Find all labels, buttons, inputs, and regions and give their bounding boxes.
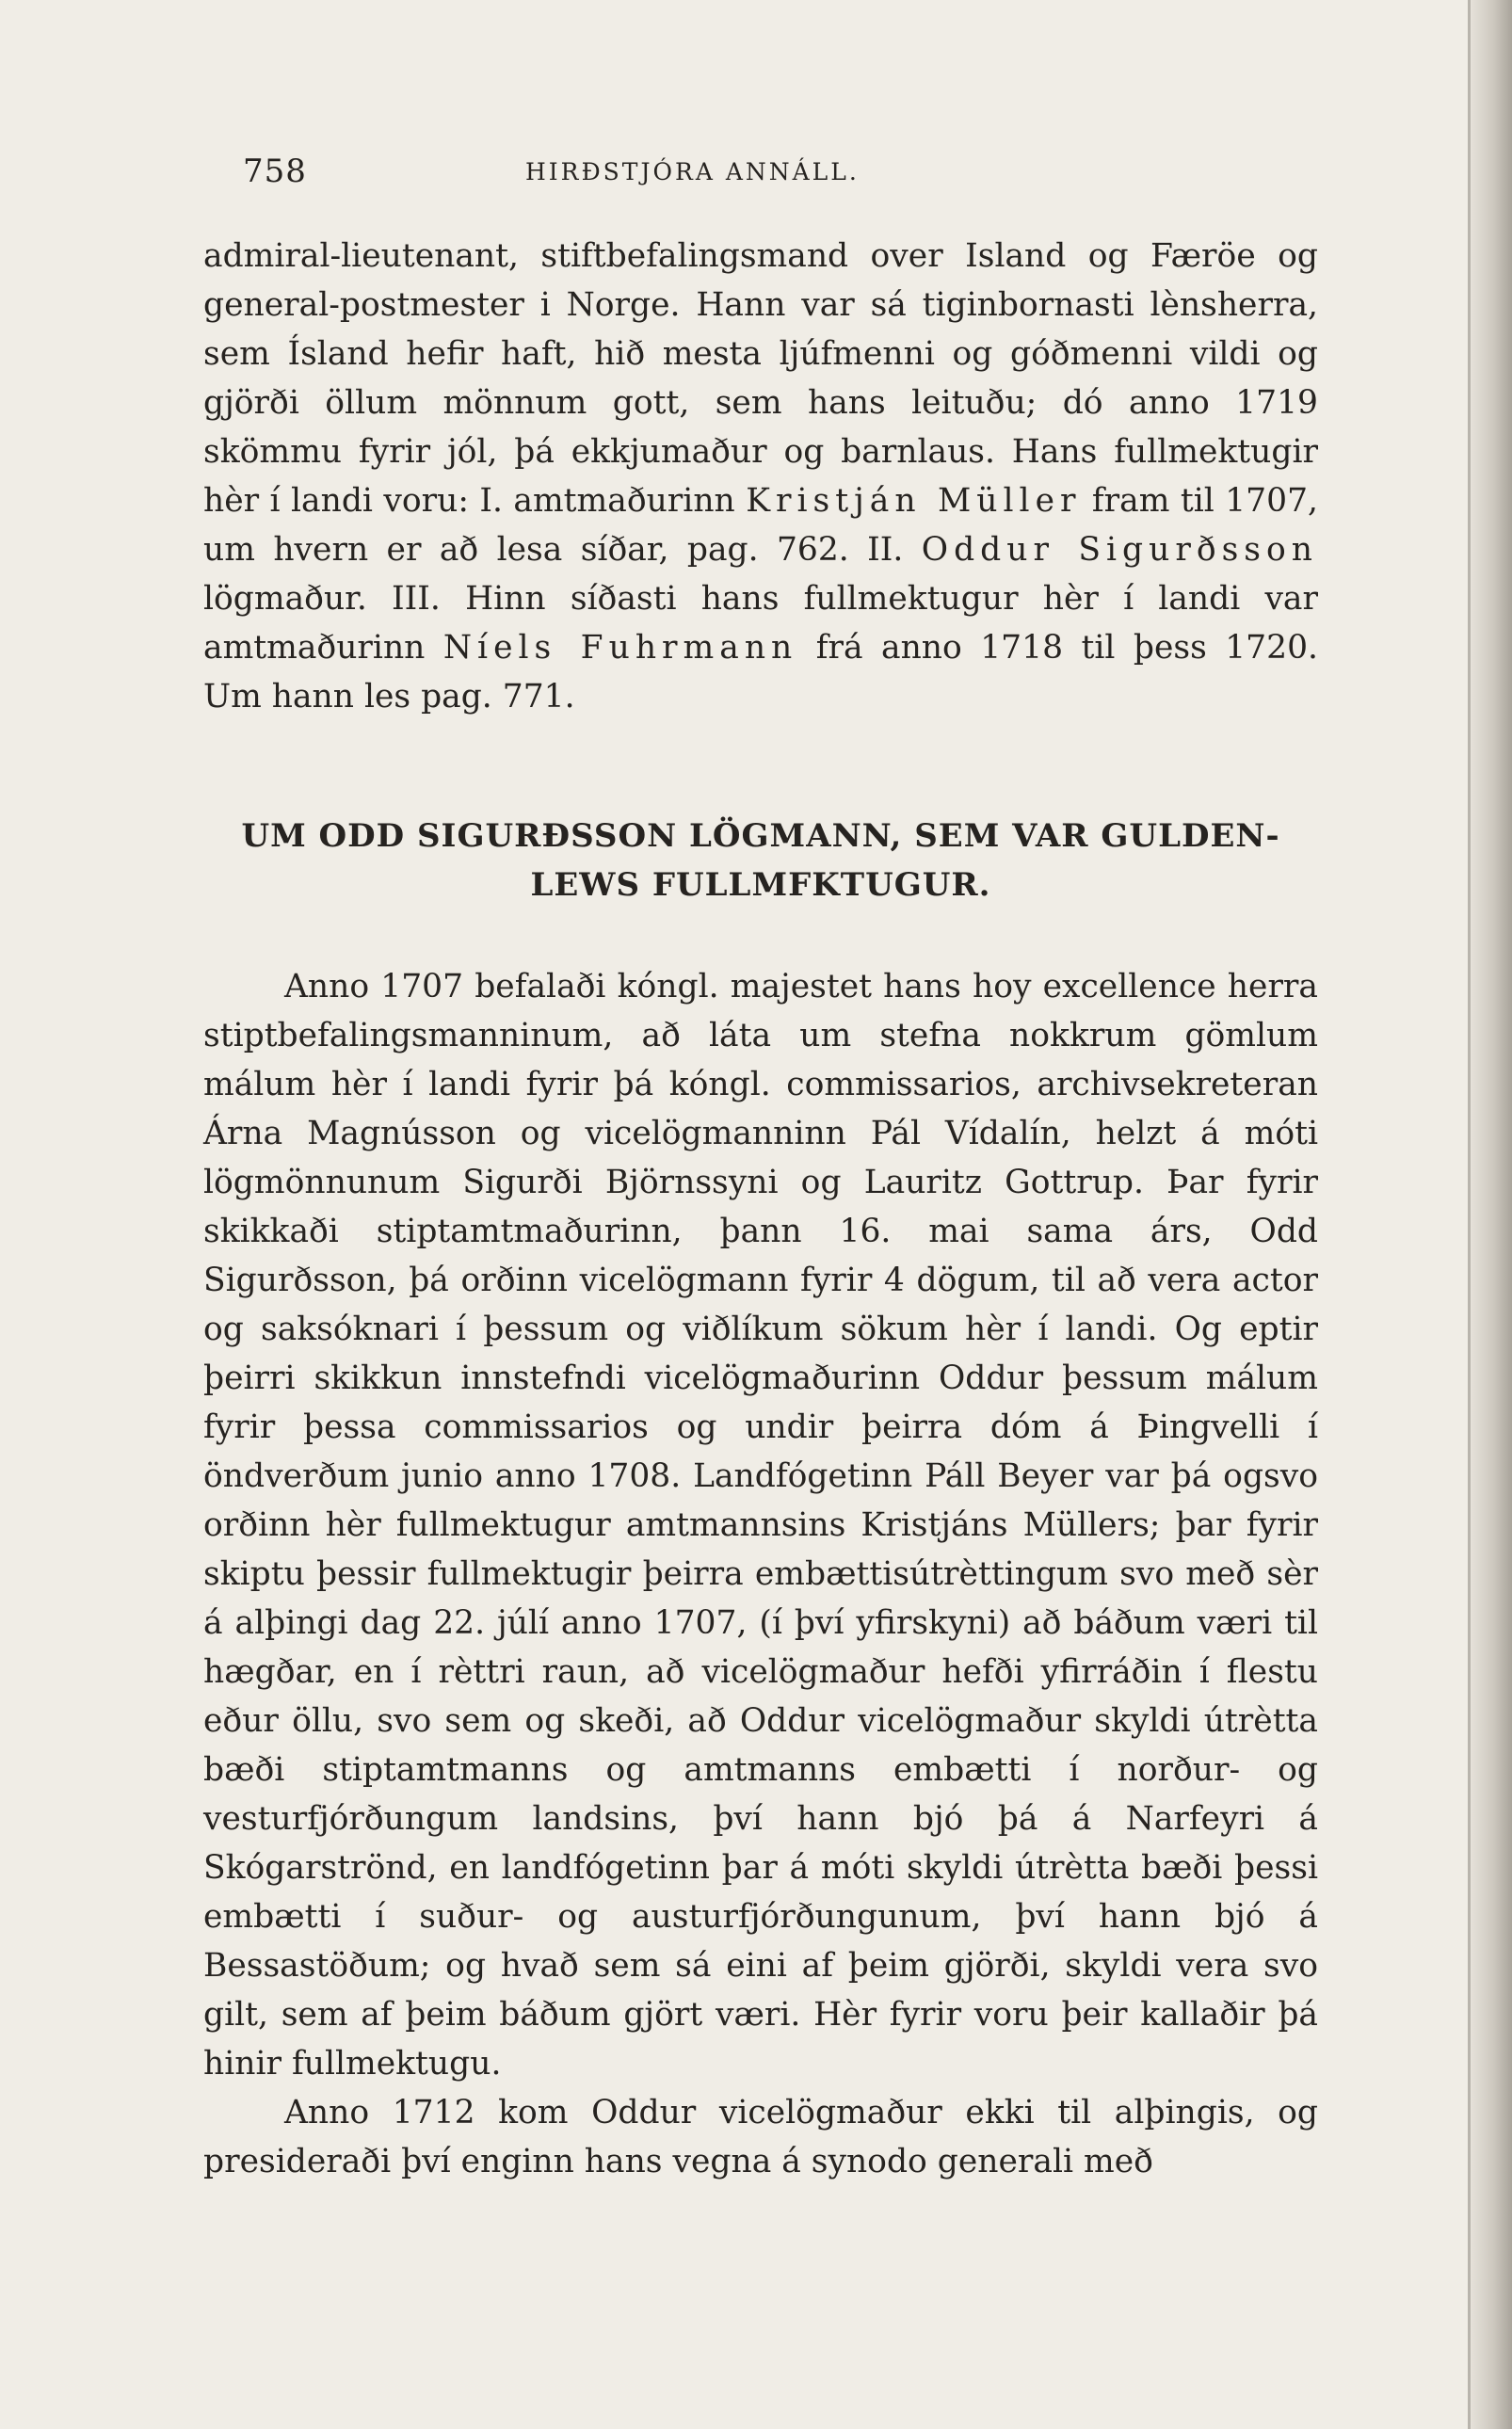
heading-line-1: UM ODD SIGURÐSSON LÖGMANN, SEM VAR GULDEN- [241, 817, 1280, 855]
running-head: HIRÐSTJÓRA ANNÁLL. [525, 158, 860, 185]
continuation-paragraph [203, 232, 1318, 721]
text-run: admiral-lieutenant, stiftbefalingsmand over Island og Færöe og general-postmester i Norge. Hann var sá tiginbornasti lènsherra, sem Ísland hefir haft, hið mesta ljúfmenni og góðmenni vildi og gjörði öllum mönnum gott, sem hans leituðu; dó anno 1719 skömmu fyrir jól, þá ekkjumaður og barnlaus. Hans fullmektugir hèr í landi voru: I. amtmaðurinn [203, 237, 1318, 520]
text-run: fram til 1707, um hvern er að lesa síðar, pag. 762. II. [203, 482, 1318, 569]
paragraph-text [203, 232, 1318, 721]
text-run: lögmaður. III. Hinn síðasti hans fullmektugur hèr í landi var amtmaðurinn [203, 580, 1318, 667]
person-name-kristjan-muller: Kristján Müller [746, 482, 1082, 520]
text-run: frá anno 1718 til þess 1720. Um hann les pag. 771. [203, 629, 1318, 716]
page-number: 758 [243, 153, 307, 190]
person-name-niels-fuhrmann: Níels Fuhrmann [442, 629, 798, 667]
page-header [243, 153, 1279, 198]
heading-line-2: LEWS FULLMFKTUGUR. [530, 866, 991, 904]
book-gutter-shadow [1471, 0, 1512, 2429]
section-heading [203, 812, 1318, 909]
body-paragraph-2: Anno 1712 kom Oddur vicelögmaður ekki til alþingis, og presideraði því enginn hans vegna á synodo generali með [203, 2094, 1318, 2180]
section-body [203, 962, 1318, 2186]
body-paragraph-1: Anno 1707 befalaði kóngl. majestet hans hoy excellence herra stiptbefalingsmanninum, að láta um stefna nokkrum gömlum málum hèr í landi fyrir þá kóngl. commissarios, archivsekreteran Árna Magnússon og vicelögmanninn Pál Vídalín, helzt á móti lögmönnunum Sigurði Björnssyni og Lauritz Gottrup. Þar fyrir skikkaði stiptamtmaðurinn, þann 16. mai sama árs, Odd Sigurðsson, þá orðinn vicelögmann fyrir 4 dögum, til að vera actor og saksóknari í þessum og viðlíkum sökum hèr í landi. Og eptir þeirri skikkun innstefndi vicelögmaðurinn Oddur þessum málum fyrir þessa commissarios og undir þeirra dóm á Þingvelli í öndverðum junio anno 1708. Landfógetinn Páll Beyer var þá ogsvo orðinn hèr fullmektugur amtmannsins Kristjáns Müllers; þar fyrir skiptu þessir fullmektugir þeirra embættisútrèttingum svo með sèr á alþingi dag 22. júlí anno 1707, (í því yfirskyni) að báðum væri til hægðar, en í rèttri raun, að vicelögmaður hefði yfirráðin í flestu eður öllu, svo sem og skeði, að Oddur vicelögmaður skyldi útrètta bæði stiptamtmanns og amtmanns embætti í norður- og vesturfjórðungum landsins, því hann bjó þá á Narfeyri á Skógarströnd, en landfógetinn þar á móti skyldi útrètta bæði þessi embætti í suður- og austurfjórðungunum, því hann bjó á Bessastöðum; og hvað sem sá eini af þeim gjörði, skyldi vera svo gilt, sem af þeim báðum gjört væri. Hèr fyrir voru þeir kallaðir þá hinir fullmektugu. [203, 968, 1318, 2083]
person-name-oddur-sigurdsson: Oddur Sigurðsson [921, 531, 1318, 569]
